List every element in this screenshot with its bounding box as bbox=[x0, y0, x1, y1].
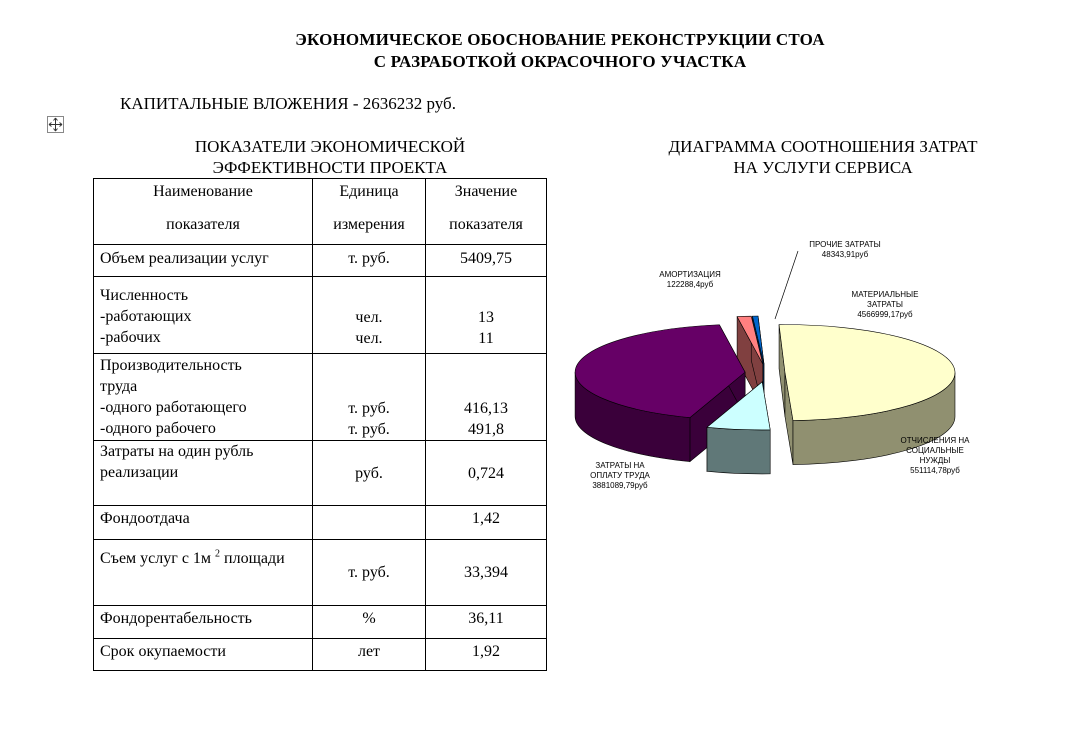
header-unit-line1: Единица bbox=[339, 183, 399, 200]
indicators-table bbox=[93, 178, 547, 671]
row-unit: руб. bbox=[313, 441, 426, 506]
table-row bbox=[94, 354, 547, 441]
header-unit-line2: измерения bbox=[333, 216, 405, 233]
slice-label-4: ПРОЧИЕ ЗАТРАТЫ 48343,91руб bbox=[809, 240, 881, 259]
table-row bbox=[94, 245, 547, 277]
row-name-line1: Съем услуг с 1м bbox=[100, 550, 212, 568]
row-value: 1,92 bbox=[426, 639, 547, 671]
row-unit: т. руб. bbox=[313, 245, 426, 277]
table-header-row bbox=[94, 179, 547, 245]
row-name-line2: площади bbox=[224, 550, 285, 568]
table-row bbox=[94, 639, 547, 671]
leader-line bbox=[775, 251, 798, 319]
row-unit: лет bbox=[313, 639, 426, 671]
slice-label-0: МАТЕРИАЛЬНЫЕ ЗАТРАТЫ 4566999,17руб bbox=[851, 290, 919, 319]
header-value bbox=[426, 179, 547, 245]
slice-label-1: ОТЧИСЛЕНИЯ НА СОЦИАЛЬНЫЕ НУЖДЫ 551114,78руб bbox=[900, 436, 970, 475]
document-title-line2: С РАЗРАБОТКОЙ ОКРАСОЧНОГО УЧАСТКА bbox=[373, 52, 747, 71]
slice-label-2: ЗАТРАТЫ НА ОПЛАТУ ТРУДА 3881089,79руб bbox=[590, 461, 650, 490]
slice-label-3: АМОРТИЗАЦИЯ 122288,4руб bbox=[659, 270, 721, 289]
header-name bbox=[94, 179, 313, 245]
row-name: Фондорентабельность bbox=[94, 606, 313, 639]
document-title-line1: ЭКОНОМИЧЕСКОЕ ОБОСНОВАНИЕ РЕКОНСТРУКЦИИ СТОА bbox=[295, 30, 825, 49]
table-row bbox=[94, 277, 547, 354]
header-name-line2: показателя bbox=[166, 216, 240, 233]
table-row bbox=[94, 606, 547, 639]
chart-title: ДИАГРАММА СООТНОШЕНИЯ ЗАТРАТ НА УСЛУГИ СЕРВИСА bbox=[668, 137, 978, 177]
row-unit bbox=[313, 506, 426, 540]
row-value: 36,11 bbox=[426, 606, 547, 639]
row-name: Срок окупаемости bbox=[94, 639, 313, 671]
row-unit: т. руб. bbox=[313, 540, 426, 606]
row-name-line1: Затраты на один рубль bbox=[100, 443, 254, 460]
row-name bbox=[94, 441, 313, 506]
table-row bbox=[94, 506, 547, 540]
row-value: 1,42 bbox=[426, 506, 547, 540]
row-value: 5409,75 bbox=[426, 245, 547, 277]
table-move-handle-icon[interactable] bbox=[47, 116, 64, 133]
capital-investment: КАПИТАЛЬНЫЕ ВЛОЖЕНИЯ - 2636232 руб. bbox=[120, 94, 456, 113]
row-value: 416,13 491,8 bbox=[464, 400, 508, 438]
header-value-line2: показателя bbox=[449, 216, 523, 233]
row-value: 13 11 bbox=[478, 309, 494, 347]
row-value: 33,394 bbox=[426, 540, 547, 606]
table-row bbox=[94, 441, 547, 506]
row-name-line2: реализации bbox=[100, 464, 179, 481]
row-unit: чел. чел. bbox=[355, 309, 383, 347]
row-name: Производительность труда -одного работающего -одного рабочего bbox=[100, 357, 247, 437]
row-name: Фондоотдача bbox=[94, 506, 313, 540]
row-unit: т. руб. т. руб. bbox=[348, 400, 390, 438]
row-name: Объем реализации услуг bbox=[94, 245, 313, 277]
row-name: Численность -работающих -рабочих bbox=[100, 287, 192, 346]
row-unit: % bbox=[313, 606, 426, 639]
header-name-line1: Наименование bbox=[153, 183, 253, 200]
header-unit bbox=[313, 179, 426, 245]
header-value-line1: Значение bbox=[454, 183, 518, 200]
table-row bbox=[94, 540, 547, 606]
table-title: ПОКАЗАТЕЛИ ЭКОНОМИЧЕСКОЙ ЭФФЕКТИВНОСТИ ПРОЕКТА bbox=[194, 137, 466, 177]
cost-pie-chart bbox=[560, 225, 1030, 515]
row-value: 0,724 bbox=[426, 441, 547, 506]
row-name bbox=[94, 540, 313, 606]
superscript-2: 2 bbox=[215, 549, 221, 560]
